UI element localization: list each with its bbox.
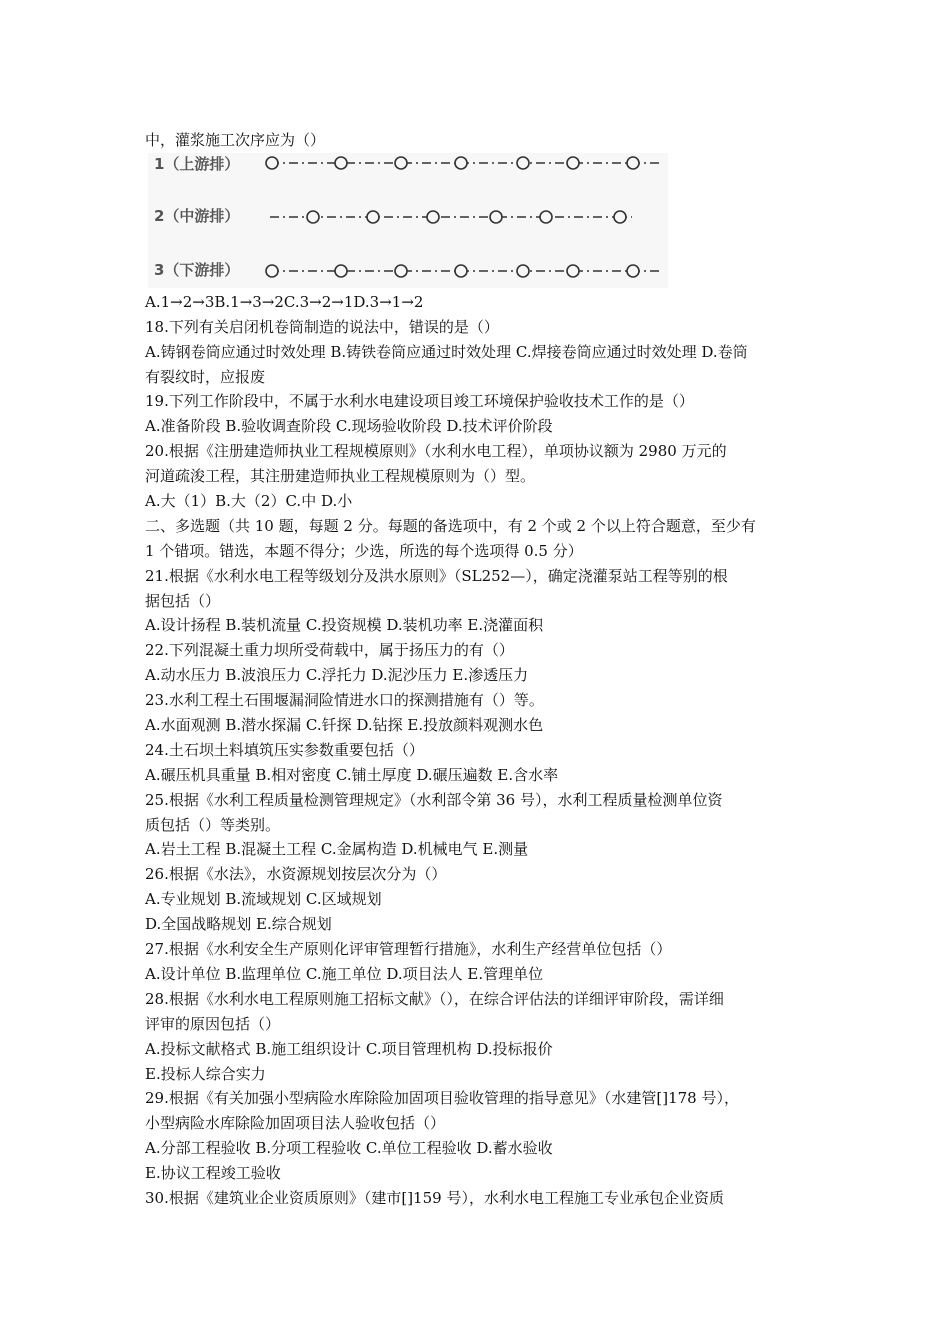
text-line: E.协议工程竣工验收 [145,1164,281,1183]
text-line: A.大（1）B.大（2）C.中 D.小 [145,492,353,511]
text-line: A.设计单位 B.监理单位 C.施工单位 D.项目法人 E.管理单位 [145,964,544,983]
text-line: 1 个错项。错选，本题不得分；少选，所选的每个选项得 0.5 分） [145,541,583,560]
text-line: 28.根据《水利水电工程原则施工招标文献》（），在综合评估法的详细评审阶段，需详细 [145,989,724,1008]
text-line: 25.根据《水利工程质量检测管理规定》（水利部令第 36 号），水利工程质量检测单位资 [145,790,723,809]
text-line: 18.下列有关启闭机卷筒制造的说法中，错误的是（） [145,317,499,336]
text-line: 质包括（）等类别。 [145,815,281,834]
text-line: A.准备阶段 B.验收调查阶段 C.现场验收阶段 D.技术评价阶段 [145,417,553,436]
text-line: 27.根据《水利安全生产原则化评审管理暂行措施》，水利生产经营单位包括（） [145,940,672,959]
text-line: 30.根据《建筑业企业资质原则》（建市[]159 号），水利水电工程施工专业承包企业资质 [145,1188,724,1207]
text-line: 据包括（） [145,591,221,610]
text-line: D.全国战略规划 E.综合规划 [145,915,332,934]
text-line: 19.下列工作阶段中，不属于水利水电建设项目竣工环境保护验收技术工作的是（） [145,392,694,411]
text-line: 评审的原因包括（） [145,1014,281,1033]
text-line: A.投标文献格式 B.施工组织设计 C.项目管理机构 D.投标报价 [145,1039,553,1058]
text-line: A.1→2→3B.1→3→2C.3→2→1D.3→1→2 [145,292,424,311]
text-line: A.岩土工程 B.混凝土工程 C.金属构造 D.机械电气 E.测量 [145,840,529,859]
text-line: 29.根据《有关加强小型病险水库除险加固项目验收管理的指导意见》（水建管[]178 号）， [145,1089,739,1108]
text-line: E.投标人综合实力 [145,1064,266,1083]
text-line: A.动水压力 B.波浪压力 C.浮托力 D.泥沙压力 E.渗透压力 [145,666,529,685]
question-text-block [145,290,810,1211]
text-line: A.专业规划 B.流域规划 C.区域规划 [145,890,382,909]
text-line: A.水面观测 B.潜水探漏 C.钎探 D.钻探 E.投放颜料观测水色 [145,716,544,735]
row-label-midstream: 2（中游排） [154,206,240,225]
text-line: 26.根据《水法》，水资源规划按层次分为（） [145,865,447,884]
text-line: A.碾压机具重量 B.相对密度 C.铺土厚度 D.碾压遍数 E.含水率 [145,765,559,784]
text-line: 二、多选题（共 10 题，每题 2 分。每题的备选项中，有 2 个或 2 个以上符合题意，至少有 [145,516,756,535]
row-label-downstream: 3（下游排） [154,260,240,279]
row-label-upstream: 1（上游排） [154,154,240,173]
text-line: 河道疏浚工程，其注册建造师执业工程规模原则为（）型。 [145,467,536,486]
grouting-hole-diagram [148,153,668,288]
text-line: 20.根据《注册建造师执业工程规模原则》（水利水电工程），单项协议额为 2980 万元的 [145,442,727,461]
text-line: 小型病险水库除险加固项目法人验收包括（） [145,1114,446,1133]
text-line: 21.根据《水利水电工程等级划分及洪水原则》（SL252—），确定浇灌泵站工程等别的根 [145,566,728,585]
text-line: A.设计扬程 B.装机流量 C.投资规模 D.装机功率 E.浇灌面积 [145,616,544,635]
text-line: A.分部工程验收 B.分项工程验收 C.单位工程验收 D.蓄水验收 [145,1139,553,1158]
text-line: 24.土石坝土料填筑压实参数重要包括（） [145,740,424,759]
question-17-stem-tail: 中，灌浆施工次序应为（） [145,131,326,149]
text-line: 22.下列混凝土重力坝所受荷载中，属于扬压力的有（） [145,641,514,660]
text-line: 有裂纹时，应报废 [145,367,266,386]
text-line: 23.水利工程土石围堰漏洞险情进水口的探测措施有（）等。 [145,691,544,710]
text-line: A.铸钢卷筒应通过时效处理 B.铸铁卷筒应通过时效处理 C.焊接卷筒应通过时效处理 D.卷筒 [145,342,748,361]
document-page [145,128,810,1211]
